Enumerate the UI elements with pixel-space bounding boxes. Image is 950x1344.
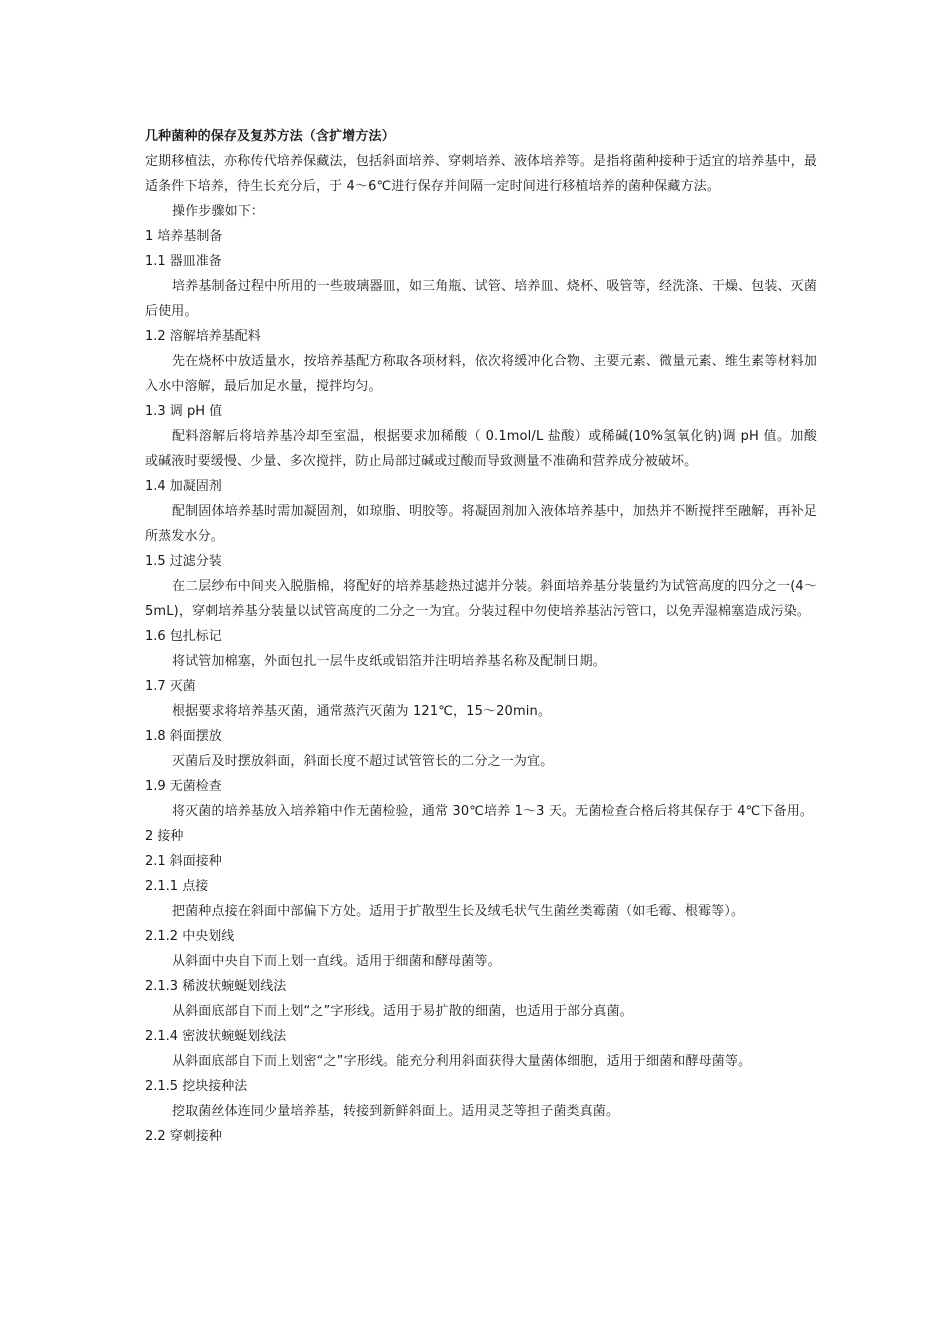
- method-text: 从斜面底部自下而上划“之”字形线。适用于易扩散的细菌，也适用于部分真菌。: [172, 1004, 633, 1019]
- subsection-text: 配料溶解后将培养基冷却至室温，根据要求加稀酸（ 0.1mol/L 盐酸）或稀碱(10%氢氧化钠)调 pH 值。加酸或碱液时要缓慢、少量、多次搅拌，防止局部过碱或过酸而导致测量不准确和营养成分被破坏。: [145, 429, 817, 469]
- subsection-heading: 1.1 器皿准备: [145, 254, 222, 269]
- subsection-text: 将试管加棉塞，外面包扎一层牛皮纸或铝箔并注明培养基名称及配制日期。: [172, 654, 606, 669]
- method-text: 挖取菌丝体连同少量培养基，转接到新鲜斜面上。适用灵芝等担子菌类真菌。: [172, 1104, 620, 1119]
- subsection-text: 将灭菌的培养基放入培养箱中作无菌检验，通常 30℃培养 1～3 天。无菌检查合格后将其保存于 4℃下备用。: [172, 804, 814, 819]
- subsection-text: 在二层纱布中间夹入脱脂棉，将配好的培养基趁热过滤并分装。斜面培养基分装量约为试管高度的四分之一(4～5mL)，穿刺培养基分装量以试管高度的二分之一为宜。分装过程中勿使培养基沾污管口，以免弄湿棉塞造成污染。: [145, 579, 817, 619]
- subsection-heading: 2.1 斜面接种: [145, 854, 222, 869]
- subsection-heading: 1.7 灭菌: [145, 679, 196, 694]
- subsection-heading: 1.2 溶解培养基配料: [145, 329, 261, 344]
- method-text: 从斜面底部自下而上划密“之”字形线。能充分利用斜面获得大量菌体细胞，适用于细菌和酵母菌等。: [172, 1054, 752, 1069]
- subsection-heading: 1.4 加凝固剂: [145, 479, 222, 494]
- method-heading: 2.1.5 挖块接种法: [145, 1079, 248, 1094]
- intro-paragraph: 定期移植法，亦称传代培养保藏法，包括斜面培养、穿刺培养、液体培养等。是指将菌种接种于适宜的培养基中，最适条件下培养，待生长充分后，于 4～6℃进行保存并间隔一定时间进行移植培养的菌种保藏方法。: [145, 154, 817, 194]
- subsection-heading: 1.8 斜面摆放: [145, 729, 222, 744]
- subsection-text: 培养基制备过程中所用的一些玻璃器皿，如三角瓶、试管、培养皿、烧杯、吸管等，经洗涤、干燥、包装、灭菌后使用。: [145, 279, 817, 319]
- method-text: 把菌种点接在斜面中部偏下方处。适用于扩散型生长及绒毛状气生菌丝类霉菌（如毛霉、根霉等）。: [172, 904, 745, 919]
- document-title: 几种菌种的保存及复苏方法（含扩增方法）: [145, 129, 395, 144]
- section-heading: 1 培养基制备: [145, 229, 223, 244]
- subsection-heading: 1.5 过滤分装: [145, 554, 222, 569]
- subsection-heading: 1.3 调 pH 值: [145, 404, 223, 419]
- subsection-heading: 1.9 无菌检查: [145, 779, 222, 794]
- steps-intro: 操作步骤如下：: [172, 204, 265, 219]
- document-body: [145, 124, 817, 1149]
- subsection-text: 灭菌后及时摆放斜面，斜面长度不超过试管管长的二分之一为宜。: [172, 754, 554, 769]
- subsection-text: 配制固体培养基时需加凝固剂，如琼脂、明胶等。将凝固剂加入液体培养基中，加热并不断搅拌至融解，再补足所蒸发水分。: [145, 504, 817, 544]
- method-heading: 2.1.4 密波状蜿蜒划线法: [145, 1029, 287, 1044]
- method-heading: 2.1.2 中央划线: [145, 929, 235, 944]
- method-text: 从斜面中央自下而上划一直线。适用于细菌和酵母菌等。: [172, 954, 501, 969]
- method-heading: 2.1.1 点接: [145, 879, 209, 894]
- method-heading: 2.1.3 稀波状蜿蜒划线法: [145, 979, 287, 994]
- subsection-text: 根据要求将培养基灭菌，通常蒸汽灭菌为 121℃，15～20min。: [172, 704, 552, 719]
- subsection-heading: 2.2 穿刺接种: [145, 1129, 222, 1144]
- subsection-text: 先在烧杯中放适量水，按培养基配方称取各项材料，依次将缓冲化合物、主要元素、微量元素、维生素等材料加入水中溶解，最后加足水量，搅拌均匀。: [145, 354, 817, 394]
- section-heading: 2 接种: [145, 829, 184, 844]
- subsection-heading: 1.6 包扎标记: [145, 629, 222, 644]
